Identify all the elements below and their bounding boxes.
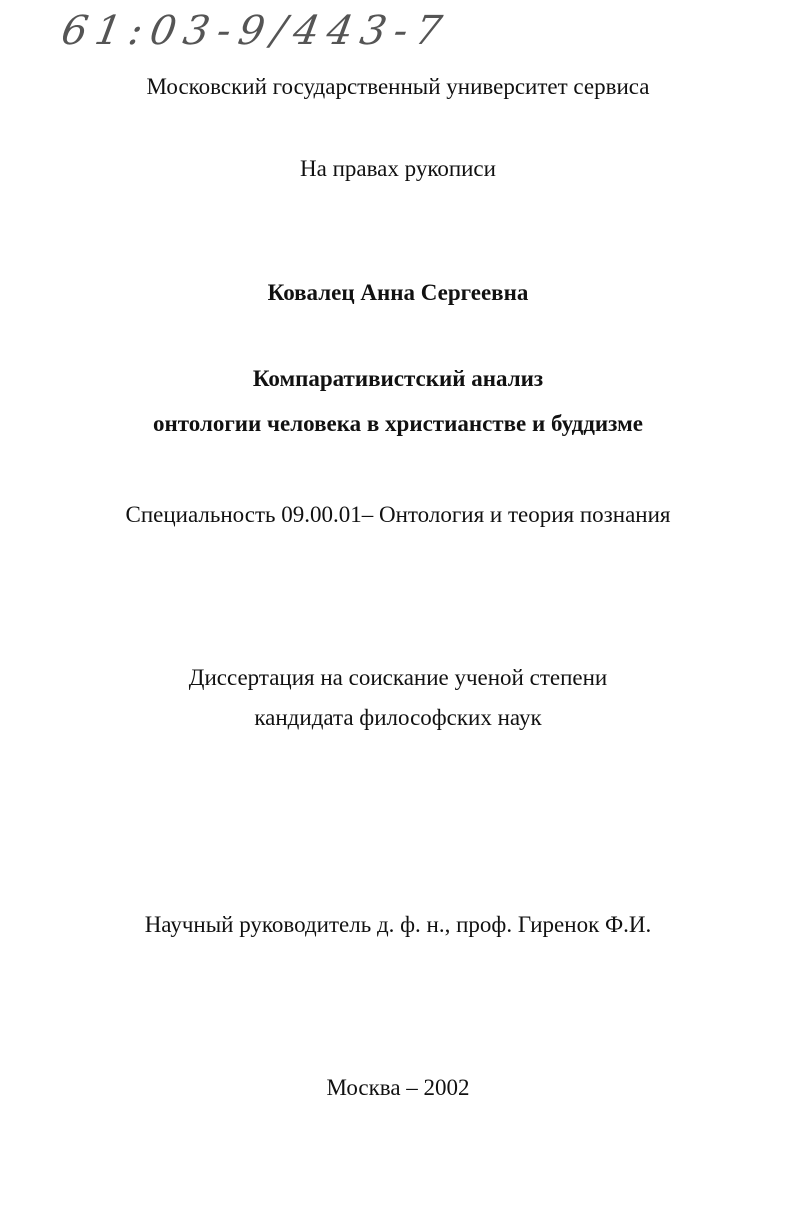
university-name: Московский государственный университет сервиса (146, 74, 650, 99)
supervisor: Научный руководитель д. ф. н., проф. Гиренок Ф.И. (144, 912, 652, 937)
degree-line-1: Диссертация на соискание ученой степени (188, 665, 608, 690)
author-name: Ковалец Анна Сергеевна (267, 280, 529, 305)
title-line-1: Компаративистский анализ (252, 366, 544, 391)
place-year: Москва – 2002 (326, 1075, 470, 1100)
specialty: Специальность 09.00.01– Онтология и теория познания (125, 502, 671, 527)
degree-line-2: кандидата философских наук (254, 705, 542, 730)
title-line-2: онтологии человека в христианстве и буддизме (153, 411, 643, 436)
handwritten-code: 61:03-9/443-7 (57, 8, 454, 54)
manuscript-note: На правах рукописи (300, 156, 496, 181)
